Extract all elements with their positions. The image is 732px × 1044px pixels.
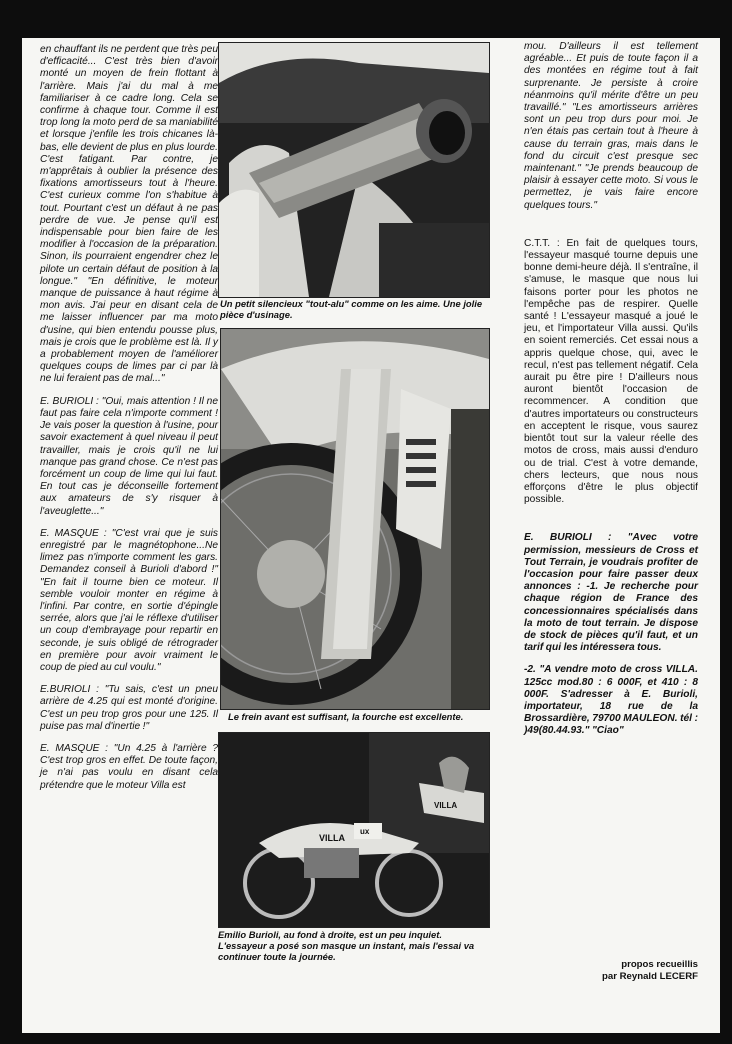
magazine-page <box>22 38 720 1033</box>
left-text-column <box>40 44 218 802</box>
paragraph: -2. "A vendre moto de cross VILLA. 125cc mod.80 : 6 000F, et 410 : 8 000F. S'adresser à E. Burioli, importateur, 18 rue de la Brossardière, 79700 MAULEON. tél : )49(80.44.93." "Ciao" <box>524 664 698 737</box>
bike-plate: ux <box>360 827 370 836</box>
paragraph: E. BURIOLI : "Avec votre permission, messieurs de Cross et Tout Terrain, je voudrais profiter de l'occasion pour faire passer deux annonces : -1. Je recherche pour chaque région de France des concessionnaires spécialisés dans la moto de tout terrain. Je dispose de stock de pièces qu'il faut, et un tarif qui les intéressera tous. <box>524 532 698 654</box>
photo-villa-bike <box>218 732 490 928</box>
author-credits <box>562 959 698 982</box>
photo-silencer <box>218 42 490 298</box>
photo-front-fork <box>220 328 490 710</box>
paragraph: E. MASQUE : "C'est vrai que je suis enregistré par le magnétophone...Ne limez pas n'importe comment les gars. Demandez conseil à Burioli d'abord !" "En fait il tourne bien ce moteur. Il semble vouloir monter en régime à l'infini. Par contre, en sortie d'épingle serrée, alors que j'ai le réflexe d'utiliser un coup d'embrayage pour repartir en seconde, je suis obligé de rétrograder en première pour avoir vraiment le coup de pied au cul voulu." <box>40 527 218 673</box>
caption-photo3: Emilio Burioli, au fond à droite, est un peu inquiet. L'essayeur a posé son masque un instant, mais l'essai va continuer toute la journée. <box>218 929 475 962</box>
bike-brand-left: VILLA <box>319 833 345 843</box>
credits-line1: propos recueillis <box>621 959 698 970</box>
paragraph: C.T.T. : En fait de quelques tours, l'essayeur masqué tourne depuis une bonne demi-heure déjà. Il s'entraîne, il s'amuse, le masque que nous lui faisons porter pour les photos ne l'empêche pas de respirer. Quelle santé ! L'essayeur masqué a joué le jeu, et l'importateur Villa aussi. Qu'ils en soient remerciés. Cet essai nous a appris quelque chose, qui, avec le recul, n'est pas tellement négatif. Cela aurait pu être pire ! D'ailleurs nous auront bientôt l'occasion de recommencer. A condition que d'autres importateurs ou constructeurs en acceptent le risque, vous saurez bientôt tout sur la valeur réelle des motos de cross, mais aussi d'enduro ou de trial. C'est à votre demande, chers lecteurs, que nous nous efforçons d'être le plus objectif possible. <box>524 237 698 506</box>
right-text-column <box>524 41 698 748</box>
paragraph: en chauffant ils ne perdent que très peu d'efficacité... C'est très bien d'avoir monté un moyen de frein flottant à l'arrière. Mais j'ai du mal à me familiariser à ce cadre long. Cela se confirme à chaque tour. Comme il est trop long la moto perd de sa maniabilité et lorsque j'enfile les trois chicanes là-bas, elle devient de plus en plus lourde. C'est fatigant. Par contre, je m'apprêtais à oublier la présence des fixations amortisseurs tout à l'heure. C'est curieux comme l'on s'habitue à tout. Pourtant c'est un défaut à ne pas perdre de vue. Je pense qu'il est indispensable pour bien faire de les modifier à l'occasion de la préparation. Sinon, ils pourraient engendrer chez le pilote un certain défaut de position à la longue." "En définitive, le moteur manque de puissance à haut régime à mon avis. J'ai peur en disant cela de me laisser influencer par ma moto d'usine, qui bien entendu pousse plus, mais je crois que le problème est là. Il y a probablement moyen de l'améliorer quelques coups de limes par ci par là ne lui feraient pas de mal..." <box>40 44 218 385</box>
caption-photo2: Le frein avant est suffisant, la fourche est excellente. <box>228 711 464 722</box>
paragraph: E. MASQUE : "Un 4.25 à l'arrière ? C'est trop gros en effet. De toute façon, je n'ai pas voulu en disant cela prétendre que le moteur Villa est <box>40 742 218 791</box>
paragraph: E. BURIOLI : "Oui, mais attention ! Il ne faut pas faire cela n'importe comment ! Je vais poser la question à l'usine, pour savoir exactement à quel niveau il peut travailler, mais je crois qu'il ne lui manque pas grand chose. Ce n'est pas forcément un coup de lime qui lui faut. En tout cas je déconseille fortement aux amateurs de s'y risquer à l'aveuglette..." <box>40 395 218 517</box>
bike-brand-right: VILLA <box>434 801 458 810</box>
paragraph: E.BURIOLI : "Tu sais, c'est un pneu arrière de 4.25 qui est monté d'origine. C'est un peu trop gros pour une 125. Il puise pas mal d'inertie !" <box>40 684 218 732</box>
caption-photo1: Un petit silencieux "tout-alu" comme on les aime. Une jolie pièce d'usinage. <box>220 298 483 320</box>
credits-line2: par Reynald LECERF <box>602 970 698 982</box>
paragraph: mou. D'ailleurs il est tellement agréable... Et puis de toute façon il a des montées en régime tout à fait surprenante. Je persiste à croire néanmoins qu'il mérite d'être un peu travaillé." "Les amortisseurs arrières sont un peu trop durs pour moi. Je n'en étais pas certain tout à l'heure à cause du terrain gras, mais dans le fond du circuit c'est presque sec maintenant." "Je prends beaucoup de plaisir à essayer cette moto. Si vous le permettez, je vais faire encore quelques tours." <box>524 41 698 211</box>
